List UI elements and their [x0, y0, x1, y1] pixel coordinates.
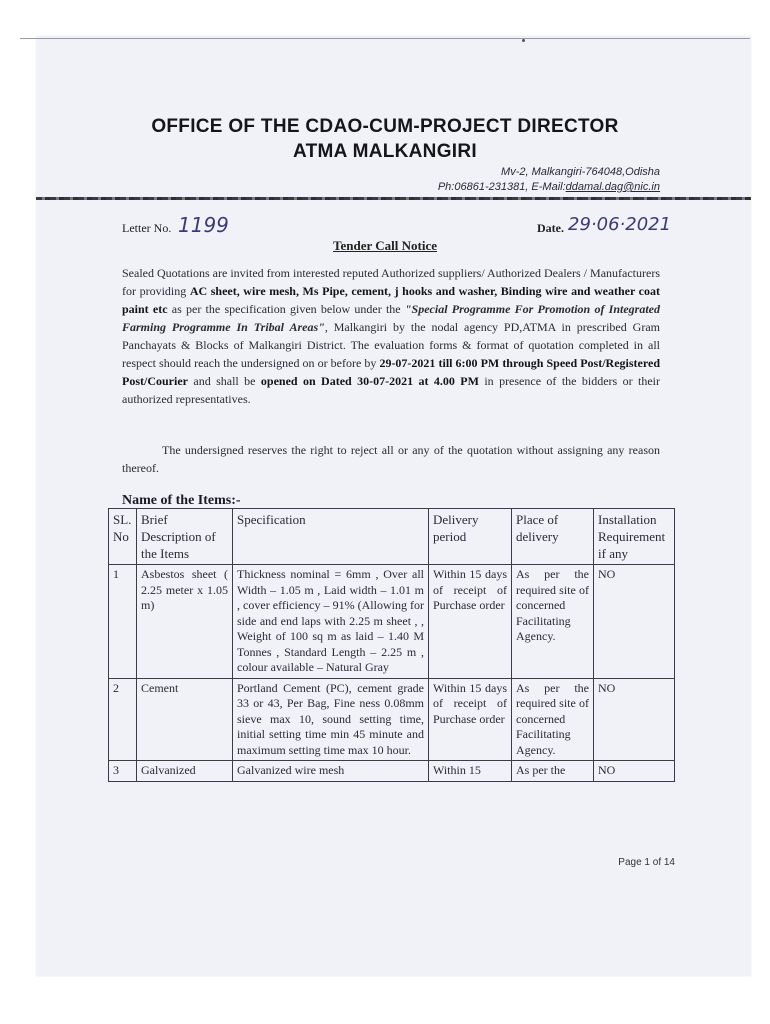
email-link[interactable]: ddamal.dag@nic.in	[565, 181, 660, 193]
cell-delivery: Within 15 days of receipt of Purchase order	[429, 565, 512, 679]
date-value: 29·06·2021	[568, 214, 672, 235]
scan-dot	[522, 39, 525, 42]
cell-sl: 1	[109, 565, 137, 679]
cell-delivery: Within 15	[429, 761, 512, 782]
cell-sl: 2	[109, 678, 137, 761]
office-title: OFFICE OF THE CDAO-CUM-PROJECT DIRECTOR	[151, 116, 619, 137]
cell-specification: Galvanized wire mesh	[233, 761, 429, 782]
header-specification: Specification	[233, 509, 429, 565]
address-line: Mv-2, Malkangiri-764048,Odisha	[501, 166, 660, 178]
office-subtitle: ATMA MALKANGIRI	[293, 141, 477, 162]
cell-place: As per the	[512, 761, 594, 782]
table-row	[109, 565, 675, 679]
letter-number: 1199	[178, 213, 229, 237]
header-delivery: Delivery period	[429, 509, 512, 565]
notice-title: Tender Call Notice	[333, 238, 437, 253]
contact-line	[438, 181, 660, 193]
header-description: Brief Description of the Items	[137, 509, 233, 565]
date-label: Date.	[537, 221, 564, 235]
items-table	[108, 508, 675, 782]
header-sl: SL. No	[109, 509, 137, 565]
cell-installation: NO	[594, 565, 675, 679]
header-installation: Installation Requirement if any	[594, 509, 675, 565]
page-number: Page 1 of 14	[618, 857, 675, 868]
cell-installation: NO	[594, 761, 675, 782]
items-heading: Name of the Items:-	[122, 493, 241, 508]
table-row	[109, 678, 675, 761]
phone-text: Ph:06861-231381, E-Mail:	[437, 181, 566, 193]
intro-paragraph: Sealed Quotations are invited from interested reputed Authorized suppliers/ Authorized Dealers / Manufacturers for providing AC sheet, wire mesh, Ms Pipe, cement, j hooks and washer, Binding wire and weather coat paint etc as per the specification given below under the "Special Programme For Promotion of Integrated Farming Programme In Tribal Areas", Malkangiri by the nodal agency PD,ATMA in prescribed Gram Panchayats & Blocks of Malkangiri District. The evaluation forms & format of quotation completed in all respect should reach the undersigned on or before by 29-07-2021 till 6:00 PM through Speed Post/Registered Post/Courier and shall be opened on Dated 30-07-2021 at 4.00 PM in presence of the bidders or their authorized representatives.	[122, 266, 661, 406]
cell-specification: Portland Cement (PC), cement grade 33 or 43, Per Bag, Fine ness 0.08mm sieve max 10, sound setting time, initial setting time min 45 minute and maximum setting time max 10 hour.	[233, 678, 429, 761]
cell-sl: 3	[109, 761, 137, 782]
table-header-row	[109, 509, 675, 565]
cell-place: As per the required site of concerned Facilitating Agency.	[512, 565, 594, 679]
cell-place: As per the required site of concerned Facilitating Agency.	[512, 678, 594, 761]
letter-no-label: Letter No.	[122, 221, 172, 235]
cell-description: Cement	[137, 678, 233, 761]
cell-specification: Thickness nominal = 6mm , Over all Width – 1.05 m , Laid width – 1.01 m , cover efficiency – 91% (Allowing for side and end laps with 2.25 m sheet , , Weight of 100 sq m as laid – 1.40 M Tonnes , Standard Length – 2.25 m , colour available – Natural Gray	[233, 565, 429, 679]
scan-edge-line	[20, 38, 750, 39]
cell-description: Galvanized	[137, 761, 233, 782]
cell-description: Asbestos sheet ( 2.25 meter x 1.05 m)	[137, 565, 233, 679]
cell-installation: NO	[594, 678, 675, 761]
header-divider	[36, 197, 751, 200]
header-place: Place of delivery	[512, 509, 594, 565]
cell-delivery: Within 15 days of receipt of Purchase order	[429, 678, 512, 761]
reservation-paragraph: The undersigned reserves the right to reject all or any of the quotation without assigning any reason thereof.	[122, 443, 660, 475]
table-row	[109, 761, 675, 782]
